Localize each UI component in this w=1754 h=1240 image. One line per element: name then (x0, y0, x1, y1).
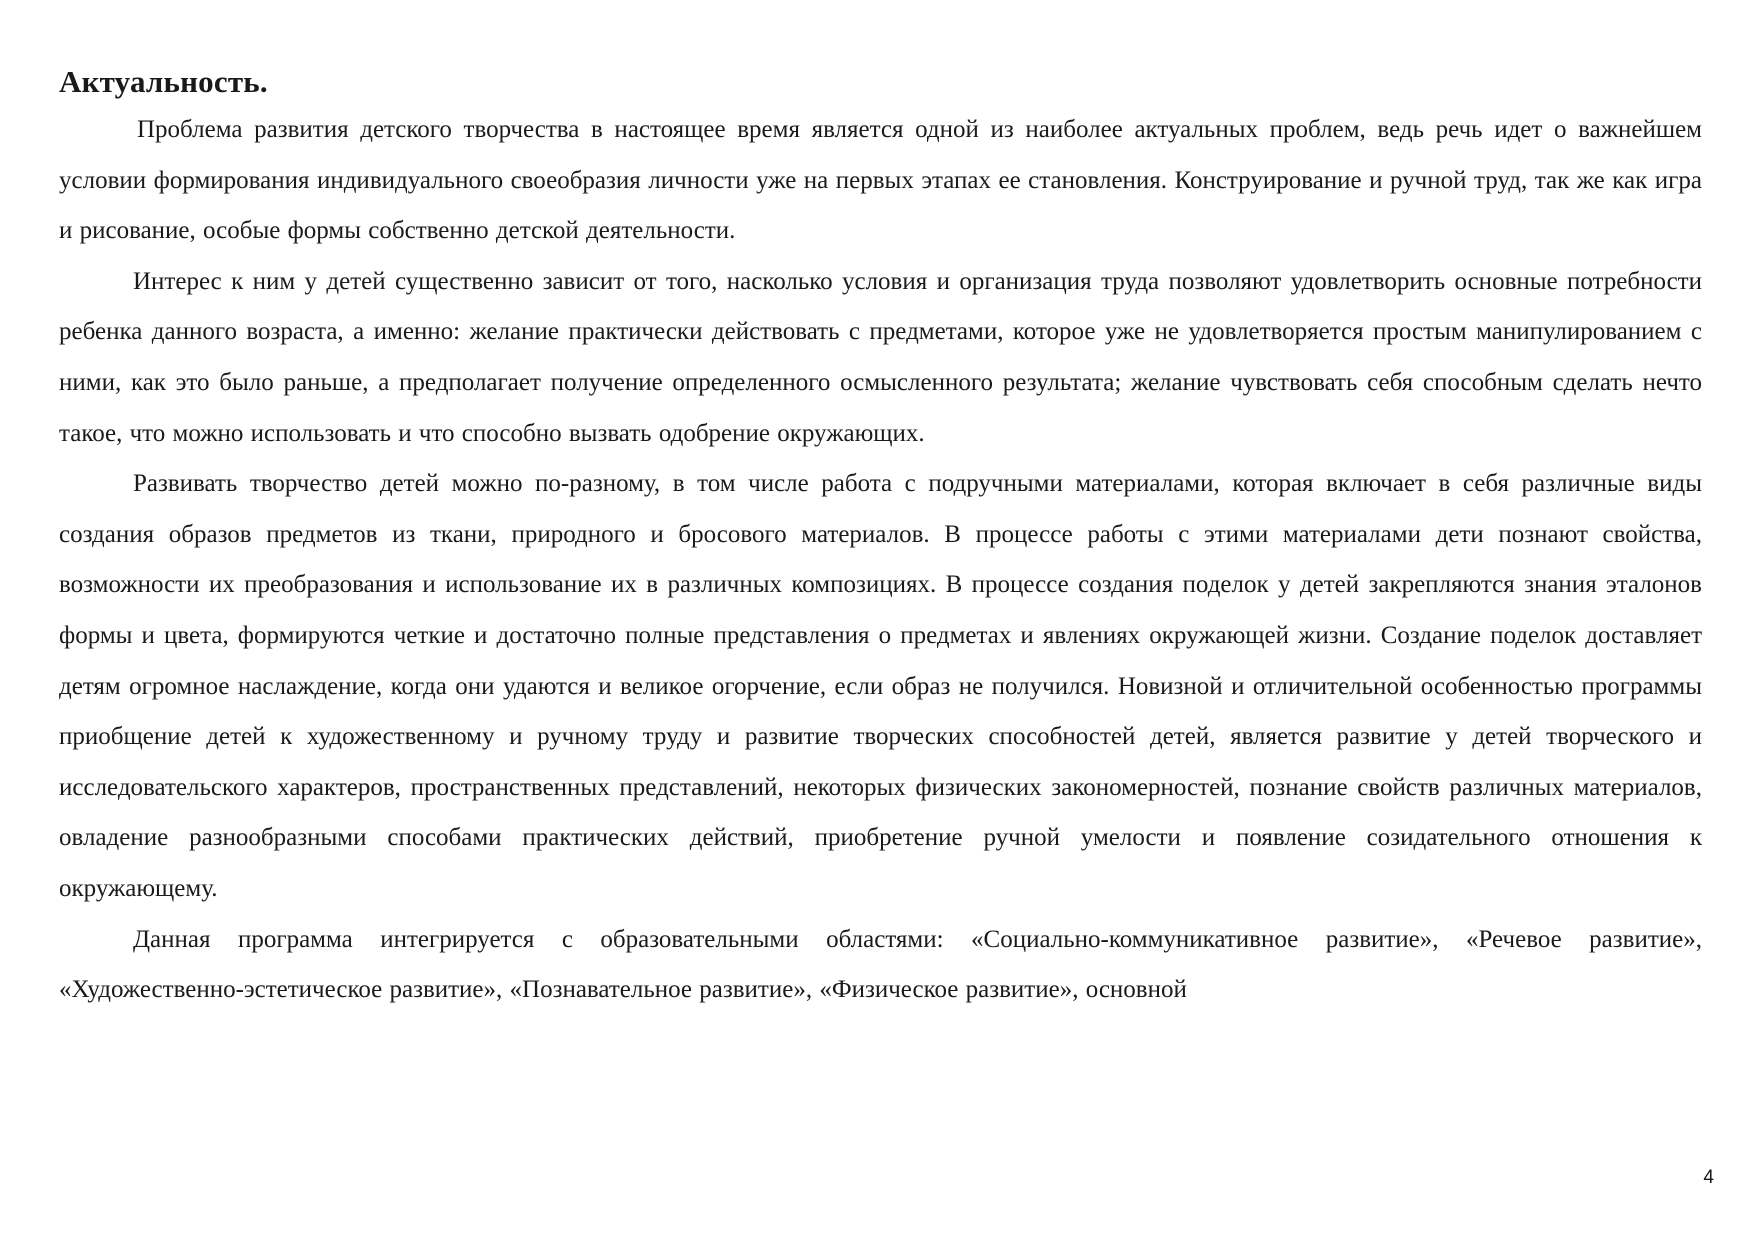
paragraph-4: Данная программа интегрируется с образовательными областями: «Социально-коммуникативное развитие», «Речевое развитие», «Художественно-эстетическое развитие», «Познавательное развитие», «Физическое развитие», основной (59, 925, 1702, 1004)
page-content (59, 60, 1702, 1016)
page-number: 4 (1703, 1167, 1714, 1188)
paragraph-3: Развивать творчество детей можно по-разному, в том числе работа с подручными материалами, которая включает в себя различные виды создания образов предметов из ткани, природного и бросового материалов. В процессе работы с этими материалами дети познают свойства, возможности их преобразования и использование их в различных композициях. В процессе создания поделок у детей закрепляются знания эталонов формы и цвета, формируются четкие и достаточно полные представления о предметах и явлениях окружающей жизни. Создание поделок доставляет детям огромное наслаждение, когда они удаются и великое огорчение, если образ не получился. Новизной и отличительной особенностью программы приобщение детей к художественному и ручному труду и развитие творческих способностей детей, является развитие у детей творческого и исследовательского характеров, пространственных представлений, некоторых физических закономерностей, познание свойств различных материалов, овладение разнообразными способами практических действий, приобретение ручной умелости и появление созидательного отношения к окружающему. (59, 470, 1702, 902)
paragraph-1: Проблема развития детского творчества в настоящее время является одной из наиболее актуальных проблем, ведь речь идет о важнейшем условии формирования индивидуального своеобразия личности уже на первых этапах ее становления. Конструирование и ручной труд, так же как игра и рисование, особые формы собственно детской деятельности. (59, 116, 1702, 245)
paragraph-2: Интерес к ним у детей существенно зависит от того, насколько условия и организация труда позволяют удовлетворить основные потребности ребенка данного возраста, а именно: желание практически действовать с предметами, которое уже не удовлетворяется простым манипулированием с ними, как это было раньше, а предполагает получение определенного осмысленного результата; желание чувствовать себя способным сделать нечто такое, что можно использовать и что способно вызвать одобрение окружающих. (59, 267, 1702, 447)
section-heading: Актуальность. (59, 64, 268, 99)
